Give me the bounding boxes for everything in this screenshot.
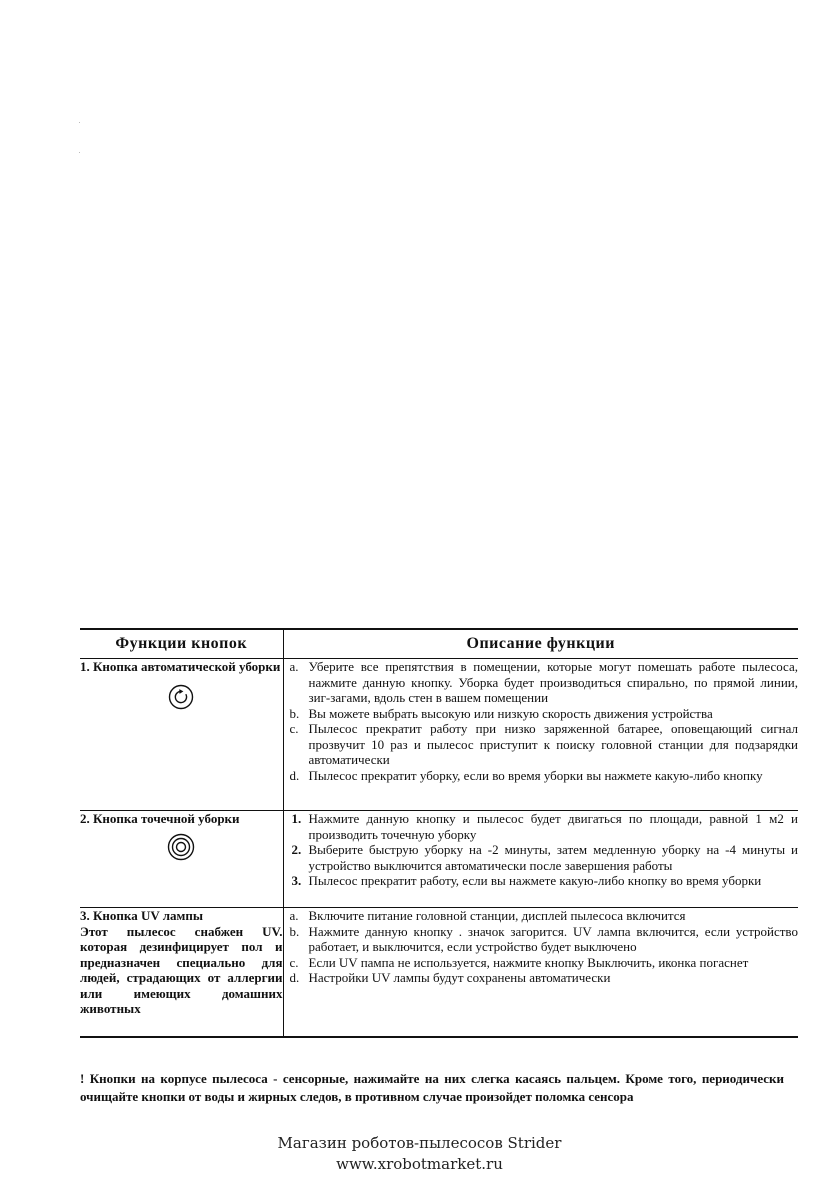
uv-lamp-subtitle: Этот пылесос снабжен UV. которая дезинфицирует пол и предназначен специально для людей, страдающих от аллергии или имеющих домашних животных [80, 923, 283, 1016]
auto-clean-icon [168, 684, 194, 710]
sensor-buttons-notice: ! Кнопки на корпусе пылесоса - сенсорные, нажимайте на них слегка касаясь пальцем. Кроме того, периодически очищайте кнопки от воды и жирных следов, в противном случае произойдет поломка сенсора [80, 1071, 784, 1104]
list-item: b. Вы можете выбрать высокую или низкую скорость движения устройства [289, 705, 713, 721]
description-cell-spot [283, 811, 798, 908]
scan-speck [79, 152, 80, 153]
footer-store-url: www.xrobotmarket.ru [336, 1155, 503, 1173]
button-functions-table [80, 628, 798, 1038]
header-function-description: Описание функции [283, 629, 798, 659]
auto-clean-list [284, 659, 799, 783]
button-cell-auto [80, 659, 283, 811]
auto-clean-title: 1. Кнопка автоматической уборки [80, 659, 281, 674]
list-item: d. Пылесос прекратит уборку, если во время уборки вы нажмете какую-либо кнопку [289, 767, 763, 783]
spot-clean-list [284, 811, 799, 889]
uv-lamp-title: 3. Кнопка UV лампы [80, 908, 204, 923]
footer-store-name: Магазин роботов-пылесосов Strider [277, 1134, 562, 1152]
list-item: d. Настройки UV лампы будут сохранены автоматически [289, 970, 611, 985]
list-item: 2. Выберите быструю уборку на -2 минуты, затем медленную уборку на -4 минуты и устройство выключится автоматически после завершения работы [291, 842, 798, 873]
spot-clean-icon [167, 833, 195, 861]
list-item: a. Уберите все препятствия в помещении, которые могут помешать работе пылесоса, нажмите данную кнопку. Уборка будет производиться спирально, по прямой линии, зиг-загами, вдоль стен в вашем помещении [289, 659, 798, 705]
list-item: b. Нажмите данную кнопку . значок загорится. UV лампа включится, если устройство работает, и выключится, если устройство будет выключено [289, 923, 798, 954]
description-cell-auto [283, 659, 798, 811]
scan-speck [79, 122, 80, 123]
table-header-row [80, 629, 798, 659]
uv-lamp-text [80, 908, 283, 1017]
list-item: 1. Нажмите данную кнопку и пылесос будет двигаться по площади, равной 1 м2 и производить точечную уборку [291, 811, 798, 842]
button-cell-uv [80, 908, 283, 1038]
list-item: a. Включите питание головной станции, дисплей пылесоса включится [289, 908, 686, 923]
table-row [80, 811, 798, 908]
table-row [80, 908, 798, 1038]
list-item: c. Если UV пампа не используется, нажмите кнопку Выключить, иконка погаснет [289, 954, 749, 970]
button-cell-spot [80, 811, 283, 908]
table-row [80, 659, 798, 811]
description-cell-uv [283, 908, 798, 1038]
list-item: c. Пылесос прекратит работу при низко заряженной батарее, оповещающий сигнал прозвучит 10 раз и пылесос приступит к поиску головной станции для подзарядки автоматически [289, 721, 798, 767]
spot-clean-title: 2. Кнопка точечной уборки [80, 811, 240, 826]
uv-lamp-list [284, 908, 799, 986]
header-button-functions: Функции кнопок [80, 629, 283, 659]
list-item: 3. Пылесос прекратит работу, если вы нажмете какую-либо кнопку во время уборки [291, 873, 762, 888]
